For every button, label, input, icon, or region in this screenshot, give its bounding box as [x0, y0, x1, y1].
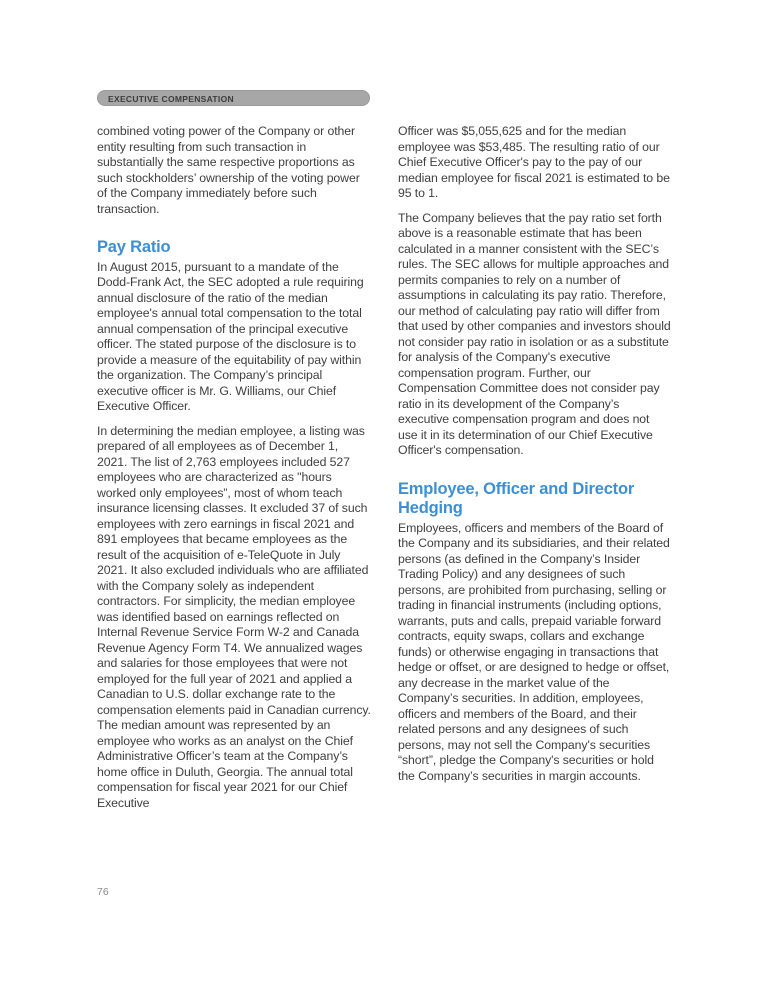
paragraph-pay-ratio-result: Officer was $5,055,625 and for the median employee was $53,485. The resulting ratio of our Chief Executive Officer's pay to the pay of our median employee for fiscal 2021 is estimated to be 95 to 1. — [398, 124, 670, 200]
paragraph-pay-ratio-rule: In August 2015, pursuant to a mandate of the Dodd-Frank Act, the SEC adopted a rule requiring annual disclosure of the ratio of the median employee's annual total compensation to the total annual compensation of the principal executive officer. The stated purpose of the disclosure is to provide a measure of the equitability of pay within the organization. The Company’s principal executive officer is Mr. G. Williams, our Chief Executive Officer. — [97, 259, 364, 413]
section-header-badge: EXECUTIVE COMPENSATION — [97, 90, 370, 106]
paragraph-hedging-policy: Employees, officers and members of the Board of the Company and its subsidiaries, and their related persons (as defined in the Company’s Insider Trading Policy) and any designees of such persons, are prohibited from purchasing, selling or trading in financial instruments (including options, warrants, puts and calls, prepaid variable forward contracts, equity swaps, collars and exchange funds) or otherwise engaging in transactions that hedge or offset, or are designed to hedge or offset, any decrease in the market value of the Company’s securities. In addition, employees, officers and members of the Board, and their related persons and any designees of such persons, may not sell the Company's securities “short”, pledge the Company's securities or hold the Company’s securities in margin accounts. — [398, 520, 670, 783]
column-left — [97, 124, 371, 820]
paragraph-pay-ratio-estimate: The Company believes that the pay ratio set forth above is a reasonable estimate that has been calculated in a manner consistent with the SEC’s rules. The SEC allows for multiple approaches and permits companies to rely on a number of assumptions in calculating its pay ratio. Therefore, our method of calculating pay ratio will differ from that used by other companies and investors should not consider pay ratio in isolation or as a substitute for analysis of the Company's executive compensation program. Further, our Compensation Committee does not consider pay ratio in its development of the Company’s executive compensation program and does not use it in its determination of our Chief Executive Officer's compensation. — [398, 210, 671, 457]
paragraph-median-employee: In determining the median employee, a listing was prepared of all employees as of December 1, 2021. The list of 2,763 employees included 527 employees who are characterized as "hours worked only employees”, most of whom teach insurance licensing classes. It excluded 37 of such employees with zero earnings in fiscal 2021 and 891 employees that became employees as the result of the acquisition of e-TeleQuote in July 2021. It also excluded individuals who are affiliated with the Company solely as independent contractors. For simplicity, the median employee was identified based on earnings reflected on Internal Revenue Service Form W-2 and Canada Revenue Agency Form T4. We annualized wages and salaries for those employees that were not employed for the full year of 2021 and applied a Canadian to U.S. dollar exchange rate to the compensation elements paid in Canadian currency. The median amount was represented by an employee who works as an analyst on the Chief Administrative Officer’s team at the Company’s home office in Duluth, Georgia. The annual total compensation for fiscal year 2021 for our Chief Executive — [97, 423, 371, 810]
heading-employee-officer-director-hedging: Employee, Officer and Director Hedging — [398, 479, 635, 517]
paragraph-voting-power: combined voting power of the Company or other entity resulting from such transaction in substantially the same respective proportions as such stockholders’ ownership of the voting power of the Company immediately before such transaction. — [97, 124, 360, 216]
column-right — [398, 124, 672, 820]
heading-pay-ratio: Pay Ratio — [97, 238, 171, 256]
page-number: 76 — [97, 886, 109, 898]
page-content — [97, 89, 673, 820]
two-column-layout — [97, 124, 673, 820]
